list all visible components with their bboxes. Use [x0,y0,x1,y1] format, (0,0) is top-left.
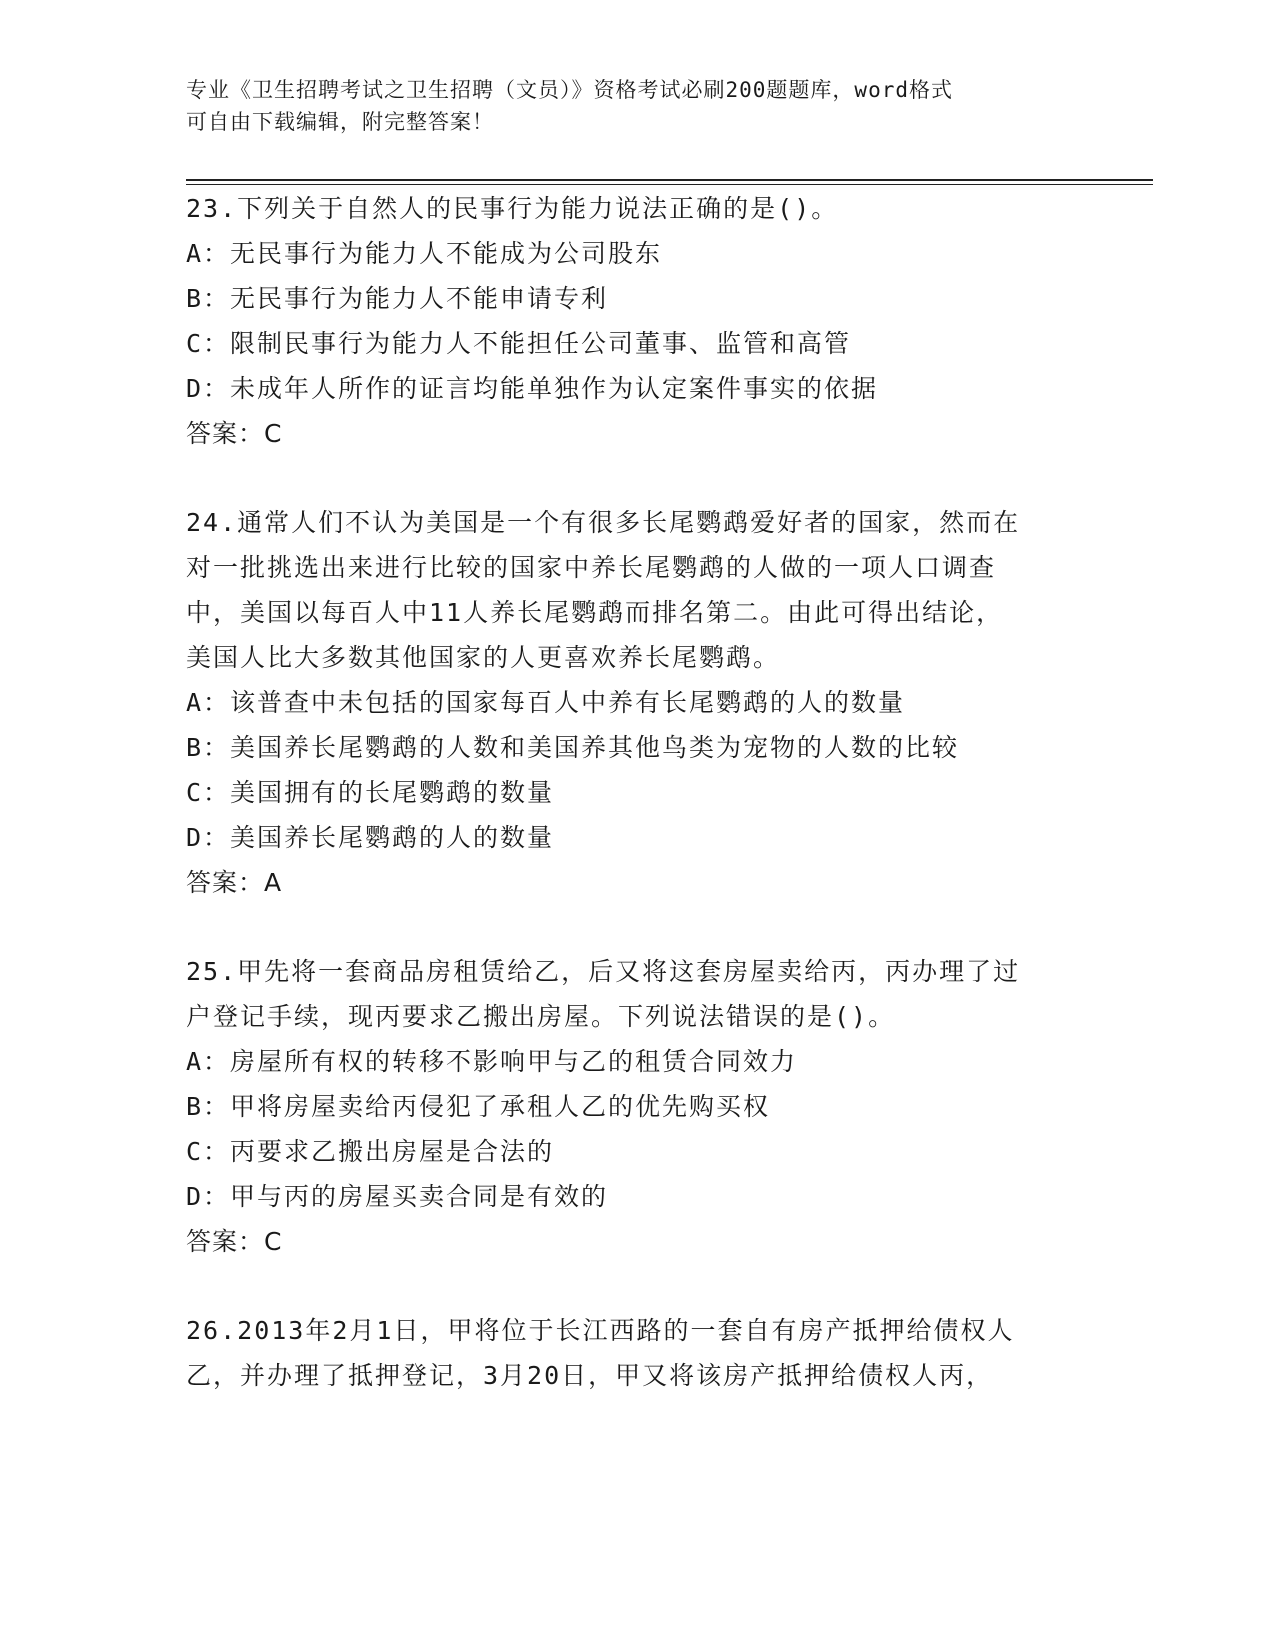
answer: 答案：C [186,1227,283,1256]
option-a: A：无民事行为能力人不能成为公司股东 [186,239,663,268]
header-line-1: 专业《卫生招聘考试之卫生招聘（文员）》资格考试必刷200题题库，word格式 [186,78,953,102]
option-b: B：无民事行为能力人不能申请专利 [186,284,609,313]
option-c: C：限制民事行为能力人不能担任公司董事、监管和高管 [186,329,852,358]
question-text: 26.2013年2月1日，甲将位于长江西路的一套自有房产抵押给债权人 [186,1316,1015,1345]
option-d: D：未成年人所作的证言均能单独作为认定案件事实的依据 [186,374,879,403]
header-divider-thin [186,184,1153,185]
header-divider [186,179,1153,181]
option-c: C：美国拥有的长尾鹦鹉的数量 [186,778,555,807]
question-list [186,186,1086,1398]
option-a: A：该普查中未包括的国家每百人中养有长尾鹦鹉的人的数量 [186,688,906,717]
option-b: B：甲将房屋卖给丙侵犯了承租人乙的优先购买权 [186,1092,771,1121]
answer: 答案：C [186,419,283,448]
spacer [186,456,1086,500]
option-a: A：房屋所有权的转移不影响甲与乙的租赁合同效力 [186,1047,798,1076]
question-text: 美国人比大多数其他国家的人更喜欢养长尾鹦鹉。 [186,643,781,672]
option-b: B：美国养长尾鹦鹉的人数和美国养其他鸟类为宠物的人数的比较 [186,733,960,762]
header-line-2: 可自由下载编辑，附完整答案！ [186,110,494,134]
question-block [186,186,1086,456]
question-block [186,500,1086,905]
question-text: 25.甲先将一套商品房租赁给乙，后又将这套房屋卖给丙，丙办理了过 [186,957,1021,986]
document-header [186,74,1066,138]
option-d: D：美国养长尾鹦鹉的人的数量 [186,823,555,852]
question-text: 24.通常人们不认为美国是一个有很多长尾鹦鹉爱好者的国家，然而在 [186,508,1021,537]
option-d: D：甲与丙的房屋买卖合同是有效的 [186,1182,609,1211]
question-block [186,949,1086,1264]
spacer [186,1264,1086,1308]
question-text: 23.下列关于自然人的民事行为能力说法正确的是()。 [186,194,839,223]
question-text: 乙，并办理了抵押登记，3月20日，甲又将该房产抵押给债权人丙， [186,1361,994,1390]
question-text: 户登记手续，现丙要求乙搬出房屋。下列说法错误的是()。 [186,1002,896,1031]
option-c: C：丙要求乙搬出房屋是合法的 [186,1137,555,1166]
answer: 答案：A [186,868,283,897]
question-text: 中，美国以每百人中11人养长尾鹦鹉而排名第二。由此可得出结论， [186,598,1004,627]
spacer [186,905,1086,949]
question-block [186,1308,1086,1398]
question-text: 对一批挑选出来进行比较的国家中养长尾鹦鹉的人做的一项人口调查 [186,553,997,582]
